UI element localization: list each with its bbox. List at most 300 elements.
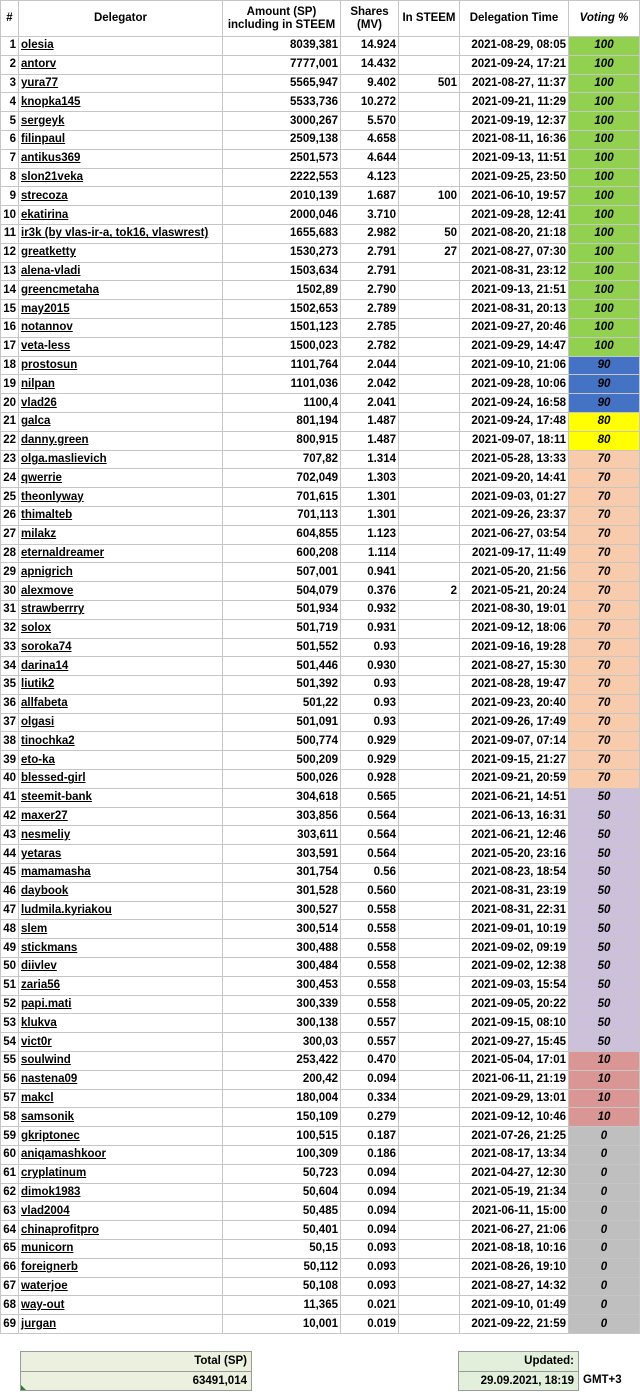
table-row (1, 788, 640, 807)
delegator-link[interactable]: foreignerb (19, 1258, 223, 1277)
voting-percent-cell: 100 (569, 37, 640, 56)
table-row (1, 262, 640, 281)
delegator-link[interactable]: sergeyk (19, 112, 223, 131)
delegator-link[interactable]: allfabeta (19, 694, 223, 713)
voting-percent-cell: 50 (569, 920, 640, 939)
delegator-link[interactable]: strecoza (19, 187, 223, 206)
amount-cell: 501,934 (223, 600, 341, 619)
in-steem-cell: 100 (399, 187, 460, 206)
delegator-link[interactable]: galca (19, 412, 223, 431)
in-steem-cell: 501 (399, 74, 460, 93)
table-row (1, 600, 640, 619)
delegation-time-cell: 2021-09-22, 21:59 (460, 1315, 569, 1334)
row-number: 67 (1, 1277, 19, 1296)
voting-percent-cell: 50 (569, 939, 640, 958)
delegator-link[interactable]: antorv (19, 55, 223, 74)
amount-cell: 1101,036 (223, 375, 341, 394)
shares-cell: 2.044 (341, 356, 399, 375)
row-number: 25 (1, 488, 19, 507)
amount-cell: 5533,736 (223, 93, 341, 112)
amount-cell: 1503,634 (223, 262, 341, 281)
table-row (1, 450, 640, 469)
delegator-link[interactable]: vlad26 (19, 394, 223, 413)
table-row (1, 958, 640, 977)
table-row (1, 901, 640, 920)
delegator-link[interactable]: alexmove (19, 582, 223, 601)
row-number: 64 (1, 1221, 19, 1240)
delegator-link[interactable]: jurgan (19, 1315, 223, 1334)
amount-cell: 300,488 (223, 939, 341, 958)
shares-cell: 0.557 (341, 1033, 399, 1052)
row-number: 44 (1, 845, 19, 864)
delegator-link[interactable]: nilpan (19, 375, 223, 394)
amount-cell: 303,591 (223, 845, 341, 864)
delegator-link[interactable]: eternaldreamer (19, 544, 223, 563)
voting-percent-cell: 70 (569, 657, 640, 676)
shares-cell: 1.114 (341, 544, 399, 563)
delegation-time-cell: 2021-09-27, 20:46 (460, 318, 569, 337)
amount-cell: 300,514 (223, 920, 341, 939)
delegation-time-cell: 2021-09-28, 12:41 (460, 206, 569, 225)
voting-percent-cell: 0 (569, 1183, 640, 1202)
shares-cell: 0.186 (341, 1146, 399, 1165)
shares-cell: 0.094 (341, 1183, 399, 1202)
delegation-time-cell: 2021-09-12, 18:06 (460, 619, 569, 638)
delegator-link[interactable]: vict0r (19, 1033, 223, 1052)
shares-cell: 0.564 (341, 807, 399, 826)
in-steem-cell (399, 1164, 460, 1183)
header-amount-label: Amount (SP) including in STEEM (227, 5, 336, 31)
amount-cell: 50,401 (223, 1221, 341, 1240)
amount-cell: 1655,683 (223, 224, 341, 243)
row-number: 48 (1, 920, 19, 939)
shares-cell: 0.564 (341, 845, 399, 864)
delegator-link[interactable]: maxer27 (19, 807, 223, 826)
shares-cell: 0.93 (341, 713, 399, 732)
table-row (1, 1315, 640, 1334)
table-row (1, 300, 640, 319)
delegation-time-cell: 2021-09-28, 10:06 (460, 375, 569, 394)
in-steem-cell (399, 281, 460, 300)
voting-percent-cell: 0 (569, 1315, 640, 1334)
row-number: 20 (1, 394, 19, 413)
delegator-link[interactable]: nastena09 (19, 1070, 223, 1089)
in-steem-cell (399, 1240, 460, 1259)
amount-cell: 2501,573 (223, 149, 341, 168)
table-row (1, 1052, 640, 1071)
shares-cell: 0.470 (341, 1052, 399, 1071)
delegator-link[interactable]: papi.mati (19, 995, 223, 1014)
delegator-link[interactable]: dimok1983 (19, 1183, 223, 1202)
row-number: 40 (1, 770, 19, 789)
in-steem-cell (399, 1127, 460, 1146)
delegator-link[interactable]: gkriptonec (19, 1127, 223, 1146)
in-steem-cell (399, 976, 460, 995)
delegator-link[interactable]: soroka74 (19, 638, 223, 657)
delegation-time-cell: 2021-08-31, 23:19 (460, 882, 569, 901)
delegator-link[interactable]: greencmetaha (19, 281, 223, 300)
amount-cell: 501,552 (223, 638, 341, 657)
voting-percent-cell: 100 (569, 300, 640, 319)
in-steem-cell (399, 732, 460, 751)
delegation-time-cell: 2021-09-29, 13:01 (460, 1089, 569, 1108)
amount-cell: 701,615 (223, 488, 341, 507)
amount-cell: 1100,4 (223, 394, 341, 413)
amount-cell: 10,001 (223, 1315, 341, 1334)
shares-cell: 4.644 (341, 149, 399, 168)
amount-cell: 303,611 (223, 826, 341, 845)
delegator-link[interactable]: soulwind (19, 1052, 223, 1071)
amount-cell: 1502,653 (223, 300, 341, 319)
delegator-link[interactable]: yetaras (19, 845, 223, 864)
amount-cell: 100,309 (223, 1146, 341, 1165)
delegator-link[interactable]: prostosun (19, 356, 223, 375)
table-row (1, 976, 640, 995)
amount-cell: 507,001 (223, 563, 341, 582)
amount-cell: 501,091 (223, 713, 341, 732)
row-number: 41 (1, 788, 19, 807)
table-row (1, 394, 640, 413)
voting-percent-cell: 80 (569, 431, 640, 450)
in-steem-cell (399, 694, 460, 713)
header-time: Delegation Time (460, 1, 569, 37)
in-steem-cell (399, 600, 460, 619)
table-row (1, 1296, 640, 1315)
row-number: 65 (1, 1240, 19, 1259)
voting-percent-cell: 0 (569, 1296, 640, 1315)
table-row (1, 412, 640, 431)
delegation-time-cell: 2021-09-25, 23:50 (460, 168, 569, 187)
in-steem-cell (399, 356, 460, 375)
row-number: 46 (1, 882, 19, 901)
row-number: 54 (1, 1033, 19, 1052)
voting-percent-cell: 70 (569, 563, 640, 582)
shares-cell: 2.782 (341, 337, 399, 356)
amount-cell: 301,528 (223, 882, 341, 901)
in-steem-cell (399, 55, 460, 74)
voting-percent-cell: 0 (569, 1221, 640, 1240)
voting-percent-cell: 50 (569, 882, 640, 901)
delegator-link[interactable]: tinochka2 (19, 732, 223, 751)
shares-cell: 0.932 (341, 600, 399, 619)
delegation-time-cell: 2021-09-10, 21:06 (460, 356, 569, 375)
amount-cell: 150,109 (223, 1108, 341, 1127)
delegator-link[interactable]: zaria56 (19, 976, 223, 995)
voting-percent-cell: 50 (569, 807, 640, 826)
table-row (1, 619, 640, 638)
amount-cell: 50,15 (223, 1240, 341, 1259)
delegation-time-cell: 2021-09-05, 20:22 (460, 995, 569, 1014)
delegator-link[interactable]: aniqamashkoor (19, 1146, 223, 1165)
table-row (1, 1183, 640, 1202)
delegation-time-cell: 2021-08-11, 16:36 (460, 130, 569, 149)
shares-cell: 2.042 (341, 375, 399, 394)
table-row (1, 939, 640, 958)
table-row (1, 337, 640, 356)
amount-cell: 5565,947 (223, 74, 341, 93)
shares-cell: 0.557 (341, 1014, 399, 1033)
delegator-link[interactable]: theonlyway (19, 488, 223, 507)
shares-cell: 0.56 (341, 864, 399, 883)
delegator-link[interactable]: may2015 (19, 300, 223, 319)
delegator-link[interactable]: makcl (19, 1089, 223, 1108)
delegation-time-cell: 2021-05-04, 17:01 (460, 1052, 569, 1071)
delegator-link[interactable]: way-out (19, 1296, 223, 1315)
delegator-link[interactable]: notannov (19, 318, 223, 337)
delegator-link[interactable]: cryplatinum (19, 1164, 223, 1183)
delegator-link[interactable]: daybook (19, 882, 223, 901)
amount-cell: 301,754 (223, 864, 341, 883)
table-row (1, 55, 640, 74)
shares-cell: 0.094 (341, 1202, 399, 1221)
delegation-time-cell: 2021-08-30, 19:01 (460, 600, 569, 619)
row-number: 23 (1, 450, 19, 469)
delegator-link[interactable]: blessed-girl (19, 770, 223, 789)
delegator-link[interactable]: waterjoe (19, 1277, 223, 1296)
shares-cell: 0.928 (341, 770, 399, 789)
delegation-time-cell: 2021-09-03, 15:54 (460, 976, 569, 995)
shares-cell: 14.432 (341, 55, 399, 74)
delegator-link[interactable]: slon21veka (19, 168, 223, 187)
table-row (1, 1240, 640, 1259)
delegator-link[interactable]: stickmans (19, 939, 223, 958)
delegation-time-cell: 2021-08-27, 14:32 (460, 1277, 569, 1296)
voting-percent-cell: 50 (569, 826, 640, 845)
row-number: 38 (1, 732, 19, 751)
voting-percent-cell: 70 (569, 582, 640, 601)
delegator-link[interactable]: nesmeliy (19, 826, 223, 845)
voting-percent-cell: 0 (569, 1127, 640, 1146)
amount-cell: 1502,89 (223, 281, 341, 300)
delegator-link[interactable]: strawberrry (19, 600, 223, 619)
in-steem-cell (399, 1221, 460, 1240)
header-num: # (1, 1, 19, 37)
in-steem-cell (399, 1277, 460, 1296)
voting-percent-cell: 70 (569, 544, 640, 563)
shares-cell: 2.982 (341, 224, 399, 243)
delegation-time-cell: 2021-09-16, 19:28 (460, 638, 569, 657)
table-row (1, 1146, 640, 1165)
table-row (1, 582, 640, 601)
row-number: 32 (1, 619, 19, 638)
delegator-link[interactable]: apnigrich (19, 563, 223, 582)
shares-cell: 0.094 (341, 1164, 399, 1183)
delegator-link[interactable]: olga.maslievich (19, 450, 223, 469)
row-number: 28 (1, 544, 19, 563)
voting-percent-cell: 10 (569, 1052, 640, 1071)
delegator-link[interactable]: eto-ka (19, 751, 223, 770)
delegation-time-cell: 2021-05-21, 20:24 (460, 582, 569, 601)
header-amount (223, 1, 341, 37)
shares-cell: 4.123 (341, 168, 399, 187)
delegator-link[interactable]: thimalteb (19, 506, 223, 525)
delegation-time-cell: 2021-09-23, 20:40 (460, 694, 569, 713)
table-row (1, 187, 640, 206)
shares-cell: 5.570 (341, 112, 399, 131)
voting-percent-cell: 100 (569, 93, 640, 112)
in-steem-cell (399, 206, 460, 225)
row-number: 7 (1, 149, 19, 168)
voting-percent-cell: 0 (569, 1277, 640, 1296)
delegator-link[interactable]: ludmila.kyriakou (19, 901, 223, 920)
delegator-link[interactable]: veta-less (19, 337, 223, 356)
delegator-link[interactable]: municorn (19, 1240, 223, 1259)
delegator-link[interactable]: qwerrie (19, 469, 223, 488)
voting-percent-cell: 10 (569, 1089, 640, 1108)
voting-percent-cell: 100 (569, 112, 640, 131)
delegation-time-cell: 2021-09-02, 09:19 (460, 939, 569, 958)
delegator-link[interactable]: filinpaul (19, 130, 223, 149)
delegator-link[interactable]: klukva (19, 1014, 223, 1033)
row-number: 35 (1, 676, 19, 695)
delegation-time-cell: 2021-08-27, 07:30 (460, 243, 569, 262)
voting-percent-cell: 70 (569, 732, 640, 751)
delegator-link[interactable]: olesia (19, 37, 223, 56)
shares-cell: 0.558 (341, 901, 399, 920)
delegator-link[interactable]: alena-vladi (19, 262, 223, 281)
in-steem-cell (399, 300, 460, 319)
row-number: 50 (1, 958, 19, 977)
table-body (1, 37, 640, 1334)
delegator-link[interactable]: ekatirina (19, 206, 223, 225)
shares-cell: 2.791 (341, 243, 399, 262)
in-steem-cell (399, 676, 460, 695)
voting-percent-cell: 50 (569, 788, 640, 807)
amount-cell: 501,392 (223, 676, 341, 695)
table-row (1, 920, 640, 939)
table-row (1, 1258, 640, 1277)
row-number: 8 (1, 168, 19, 187)
delegation-time-cell: 2021-09-20, 14:41 (460, 469, 569, 488)
in-steem-cell (399, 93, 460, 112)
delegation-time-cell: 2021-06-11, 15:00 (460, 1202, 569, 1221)
row-number: 18 (1, 356, 19, 375)
row-number: 61 (1, 1164, 19, 1183)
shares-cell: 1.301 (341, 488, 399, 507)
table-row (1, 1108, 640, 1127)
in-steem-cell (399, 469, 460, 488)
amount-cell: 50,604 (223, 1183, 341, 1202)
voting-percent-cell: 50 (569, 845, 640, 864)
table-row (1, 168, 640, 187)
delegator-link[interactable]: chinaprofitpro (19, 1221, 223, 1240)
in-steem-cell (399, 1146, 460, 1165)
in-steem-cell (399, 882, 460, 901)
voting-percent-cell: 50 (569, 901, 640, 920)
voting-percent-cell: 100 (569, 168, 640, 187)
delegator-link[interactable]: steemit-bank (19, 788, 223, 807)
in-steem-cell: 27 (399, 243, 460, 262)
row-number: 11 (1, 224, 19, 243)
shares-cell: 0.019 (341, 1315, 399, 1334)
amount-cell: 300,484 (223, 958, 341, 977)
header-row (1, 1, 640, 37)
table-row (1, 74, 640, 93)
in-steem-cell (399, 450, 460, 469)
updated-box (458, 1351, 579, 1391)
row-number: 21 (1, 412, 19, 431)
shares-cell: 14.924 (341, 37, 399, 56)
row-number: 26 (1, 506, 19, 525)
delegator-link[interactable]: danny.green (19, 431, 223, 450)
in-steem-cell (399, 563, 460, 582)
delegator-link[interactable]: vlad2004 (19, 1202, 223, 1221)
delegator-link[interactable]: antikus369 (19, 149, 223, 168)
row-number: 34 (1, 657, 19, 676)
table-row (1, 864, 640, 883)
voting-percent-cell: 100 (569, 187, 640, 206)
delegator-link[interactable]: yura77 (19, 74, 223, 93)
shares-cell: 0.941 (341, 563, 399, 582)
voting-percent-cell: 100 (569, 55, 640, 74)
table-row (1, 93, 640, 112)
delegation-time-cell: 2021-08-31, 22:31 (460, 901, 569, 920)
amount-cell: 8039,381 (223, 37, 341, 56)
row-number: 69 (1, 1315, 19, 1334)
amount-cell: 1501,123 (223, 318, 341, 337)
row-number: 58 (1, 1108, 19, 1127)
in-steem-cell (399, 958, 460, 977)
amount-cell: 604,855 (223, 525, 341, 544)
delegator-link[interactable]: greatketty (19, 243, 223, 262)
shares-cell: 0.376 (341, 582, 399, 601)
table-row (1, 1277, 640, 1296)
delegator-link[interactable]: solox (19, 619, 223, 638)
delegation-time-cell: 2021-09-29, 14:47 (460, 337, 569, 356)
delegation-time-cell: 2021-06-21, 12:46 (460, 826, 569, 845)
amount-cell: 2509,138 (223, 130, 341, 149)
delegation-time-cell: 2021-09-24, 17:48 (460, 412, 569, 431)
in-steem-cell (399, 788, 460, 807)
delegation-time-cell: 2021-08-29, 08:05 (460, 37, 569, 56)
voting-percent-cell: 50 (569, 1033, 640, 1052)
delegator-link[interactable]: mamamasha (19, 864, 223, 883)
voting-percent-cell: 50 (569, 976, 640, 995)
table-row (1, 882, 640, 901)
in-steem-cell (399, 619, 460, 638)
table-row (1, 713, 640, 732)
table-row (1, 1070, 640, 1089)
delegator-link[interactable]: samsonik (19, 1108, 223, 1127)
in-steem-cell (399, 826, 460, 845)
amount-cell: 11,365 (223, 1296, 341, 1315)
delegator-link[interactable]: darina14 (19, 657, 223, 676)
delegator-link[interactable]: olgasi (19, 713, 223, 732)
shares-cell: 0.021 (341, 1296, 399, 1315)
table-row (1, 1127, 640, 1146)
delegator-link[interactable]: knopka145 (19, 93, 223, 112)
delegator-link[interactable]: ir3k (by vlas-ir-a, tok16, vlaswrest) (19, 224, 223, 243)
delegator-link[interactable]: milakz (19, 525, 223, 544)
row-number: 45 (1, 864, 19, 883)
in-steem-cell (399, 525, 460, 544)
voting-percent-cell: 70 (569, 619, 640, 638)
voting-percent-cell: 100 (569, 149, 640, 168)
in-steem-cell (399, 112, 460, 131)
delegator-link[interactable]: slem (19, 920, 223, 939)
table-row (1, 995, 640, 1014)
delegator-link[interactable]: diivlev (19, 958, 223, 977)
header-voting: Voting % (569, 1, 640, 37)
delegation-time-cell: 2021-09-19, 12:37 (460, 112, 569, 131)
delegator-link[interactable]: liutik2 (19, 676, 223, 695)
in-steem-cell (399, 1183, 460, 1202)
amount-cell: 50,485 (223, 1202, 341, 1221)
row-number: 60 (1, 1146, 19, 1165)
shares-cell: 0.565 (341, 788, 399, 807)
delegation-time-cell: 2021-05-28, 13:33 (460, 450, 569, 469)
delegation-time-cell: 2021-09-26, 23:37 (460, 506, 569, 525)
